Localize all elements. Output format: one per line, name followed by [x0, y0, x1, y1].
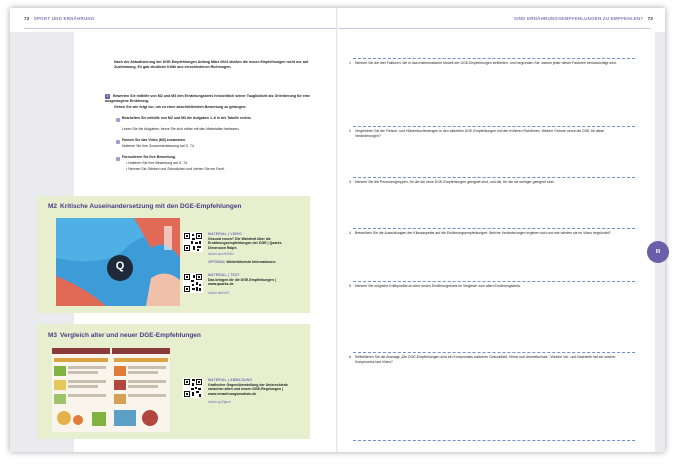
question-2-number: 2: [349, 129, 351, 133]
m2-text-text: Das bringen dir die DGE-Empfehlungen | www.quarks.de: [208, 278, 276, 287]
m2-video-link[interactable]: clicker.sp/uHiHAN: [208, 252, 234, 256]
m2-material-box: [38, 196, 310, 313]
answer-line: [353, 281, 635, 282]
question-4-number: 4: [349, 231, 351, 235]
question-4-text: Betrachten Sie die Auswirkungen der Klimaaspekte auf die Ernährungsempfehlungen: Welche Veränderungen ergeben sich und wie werden sie im Video begründet?: [355, 231, 611, 235]
answer-line: [353, 126, 635, 127]
task-3: [105, 94, 315, 104]
question-1: [349, 61, 625, 66]
question-6-number: 6: [349, 355, 351, 359]
question-5-number: 5: [349, 284, 351, 288]
m3-image-qr-code: [183, 378, 203, 398]
qr-code-icon: [183, 232, 203, 252]
question-6-text: Reflektieren Sie die Aussage „Die DGE-Empfehlungen sind ein Kompromiss zwischen Gesundheit, Klima und Umweltschutz.“ Welche Vor- und Nachteile hat ein solcher Kompromiss laut Video?: [355, 355, 616, 364]
step-c-bullet-2-text: Nennen Sie Stärken und Schwächen und ziehen Sie ein Fazit.: [128, 167, 225, 171]
header-rule: [338, 28, 650, 29]
book-spread: [10, 8, 665, 452]
m2-text-label: MATERIAL | TEXT: [208, 273, 240, 277]
left-page-number: 72: [24, 16, 30, 21]
question-2-text: Vergleichen Sie die Fleisch- und Hülsenfruchtmengen in den aktuellen DGE-Empfehlungen mit den früheren Richtlinien. Welche Gründe nennt die DGE für diese Veränderungen?: [355, 129, 605, 138]
m2-tag: M2: [48, 203, 58, 210]
m3-tag: M3: [48, 332, 58, 339]
question-1-text: Nennen Sie die drei Faktoren, die in das mathematische Modell der DGE-Empfehlungen einfließen, und begründen Sie, warum jeder dieser Faktoren berücksichtigt wird.: [355, 61, 617, 65]
qr-code-icon: [183, 273, 203, 293]
step-c-bullet-2: • Nennen Sie Stärken und Schwächen und ziehen Sie ein Fazit.: [126, 167, 225, 171]
m2-video-text: Gesund essen? Die Wahrheit über die Ernährungsempfehlungen der DGE | Quarks Dimension Ralph: [208, 237, 282, 250]
question-5-text: Nennen Sie mögliche Kritikpunkte an dem neuen Ernährungskreis im Vergleich zum alten Ernährungskreis.: [355, 284, 521, 288]
m3-image-link[interactable]: clicker.sp/Zjanm: [208, 400, 231, 404]
step-a-badge: [116, 118, 120, 122]
question-1-number: 1: [349, 61, 351, 65]
step-c-badge: [116, 157, 120, 161]
left-page: [10, 8, 337, 452]
m2-optional-label: OPTIONAL: [208, 260, 226, 264]
header-rule: [24, 28, 337, 29]
m2-optional-line: [208, 260, 276, 264]
question-4: [349, 231, 625, 236]
m2-video-thumbnail[interactable]: [56, 218, 180, 306]
m2-title: Kritische Auseinandersetzung mit den DGE-Empfehlungen: [60, 203, 242, 210]
step-c-bullet-1: • Notieren Sie Ihre Bewertung auf S. 74.: [126, 161, 189, 165]
question-3-text: Nennen Sie die Personengruppen, für die die neue DGE-Empfehlungen geeignet sind, und die, für die sie weniger geeignet sind.: [355, 180, 555, 184]
step-b-detail: Notieren Sie ihre Zusammenfassung auf S. 74.: [122, 144, 195, 148]
answer-line: [353, 440, 635, 441]
m3-image-label: MATERIAL | ABBILDUNG: [208, 378, 253, 382]
task-hint: Gehen Sie wie folgt vor, um zu einer abschließenden Bewertung zu gelangen:: [114, 105, 247, 109]
m3-material-box: [38, 324, 310, 439]
m3-comparison-image[interactable]: [52, 348, 170, 432]
m2-video-label: MATERIAL | VIDEO: [208, 232, 242, 236]
m2-text-link[interactable]: clicker.de/bvFA: [208, 291, 230, 295]
chapter-tab[interactable]: III: [647, 241, 669, 263]
task-number-badge: 3: [106, 94, 109, 98]
answer-line: [353, 228, 635, 229]
step-a-title: Bearbeiten Sie mithilfe von M2 und M3 die Aufgaben 1–6 in der Tabelle rechts.: [122, 116, 252, 120]
right-running-title: SIND ERNÄHRUNGSEMPFEHLUNGEN ZU EMPFEHLEN?: [514, 16, 644, 21]
answer-line: [353, 58, 635, 59]
answer-line: [353, 177, 635, 178]
m3-title: Vergleich alter und neuer DGE-Empfehlungen: [60, 332, 201, 339]
question-5: [349, 284, 625, 289]
right-page: [338, 8, 665, 452]
comparison-chart-graphic: [52, 348, 170, 432]
task-title: Bewerten Sie mithilfe von M2 und M3 den Ernährungskreis hinsichtlich seiner Tauglichkeit als Orientierung für eine ausgewogene Ernährung.: [105, 94, 311, 103]
m3-heading: [48, 332, 201, 339]
left-running-title: SPORT UND ERNÄHRUNG: [33, 16, 95, 21]
step-b-title: Fassen Sie das Video (M3) zusammen.: [122, 138, 186, 142]
right-page-number: 73: [647, 16, 653, 21]
question-3: [349, 180, 625, 185]
answer-line: [353, 352, 635, 353]
left-page-header: [24, 16, 95, 21]
m2-heading: [48, 203, 241, 210]
step-a-detail: Lesen Sie die Aufgaben, bevor Sie sich näher mit den Materialien befassen.: [122, 127, 240, 131]
quarks-logo: Q: [115, 260, 125, 272]
m3-image-text: Grafischer Gegenüberstellung der Unterschiede zwischen alten und neuen DGE-Regelungen | www.ernaehrungsmedizin.de: [208, 383, 288, 396]
m2-optional-text: Weiterführende Informationen:: [226, 260, 276, 264]
intro-text: Nach der Aktualisierung der DGE-Empfehlungen Anfang März 2024 stießen die neuen Empfehlungen nicht nur auf Zustimmung. Es gab deutliche Kritik aus verschiedenen Richtungen.: [114, 60, 309, 69]
step-b-badge: [116, 140, 120, 144]
m2-video-qr-code: [183, 232, 203, 252]
m2-text-qr-code: [183, 273, 203, 293]
qr-code-icon: [183, 378, 203, 398]
right-page-header: [514, 16, 653, 21]
step-c-title: Formulieren Sie Ihre Bewertung.: [122, 155, 176, 159]
step-c-bullet-1-text: Notieren Sie Ihre Bewertung auf S. 74.: [128, 161, 189, 165]
question-3-number: 3: [349, 180, 351, 184]
question-6: [349, 355, 625, 364]
question-2: [349, 129, 625, 138]
